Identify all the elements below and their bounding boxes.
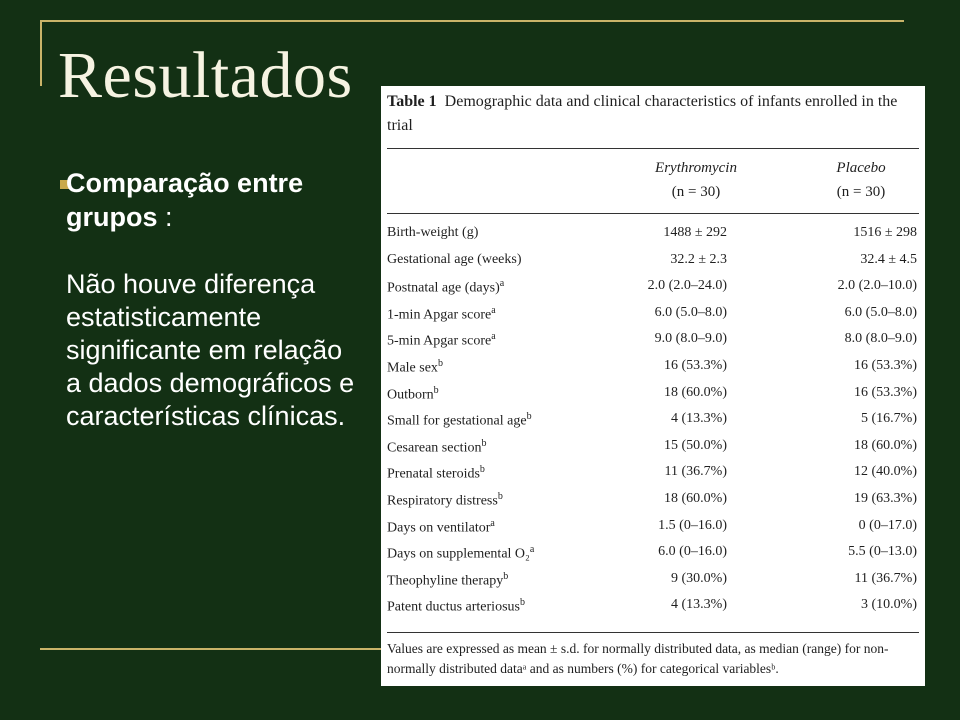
bottom-rule xyxy=(40,648,440,650)
row-label: Theophyline therapy$^b$ xyxy=(387,570,509,589)
cell-placebo: 8.0 (8.0–9.0) xyxy=(844,331,917,347)
table-image xyxy=(381,86,925,686)
table-row xyxy=(387,303,919,325)
col-header-erythromycin xyxy=(621,156,771,204)
heading-bold: Comparação entre grupos xyxy=(66,168,304,232)
cell-placebo: 5 (16.7%) xyxy=(861,411,917,427)
row-footnote-mark: a xyxy=(491,304,496,316)
row-footnote-mark: b xyxy=(497,491,503,502)
cell-erythromycin: 6.0 (0–16.0) xyxy=(658,544,727,560)
table-row xyxy=(387,569,919,591)
row-label: 1-min Apgar score$^a$ xyxy=(387,304,496,323)
cell-placebo: 3 (10.0%) xyxy=(861,597,917,613)
row-footnote-mark: a xyxy=(491,331,496,343)
cell-erythromycin: 1.5 (0–16.0) xyxy=(658,517,727,533)
row-footnote-mark: b xyxy=(437,358,443,369)
cell-erythromycin: 16 (53.3%) xyxy=(664,358,727,373)
heading-suffix: : xyxy=(157,202,173,232)
cell-placebo: 5.5 (0–13.0) xyxy=(848,544,917,560)
table-row xyxy=(387,383,919,405)
cell-erythromycin: 4 (13.3%) xyxy=(671,411,727,427)
cell-placebo: 19 (63.3%) xyxy=(854,491,917,506)
table-caption-text: Demographic data and clinical characteristics of infants enrolled in the trial xyxy=(387,93,898,134)
row-label: Postnatal age (days)$^a$ xyxy=(387,278,505,296)
row-label: Cesarean section$^b$ xyxy=(387,437,487,456)
table-row xyxy=(387,223,919,245)
table-rule-top xyxy=(387,148,919,149)
table-row xyxy=(387,516,919,538)
row-label: Prenatal steroids$^b$ xyxy=(387,464,485,483)
row-label: Birth-weight (g) xyxy=(387,225,479,240)
row-label: Small for gestational age$^b$ xyxy=(387,411,532,429)
cell-erythromycin: 11 (36.7%) xyxy=(664,464,727,480)
body-text: Não houve diferença estatisticamente significante em relação a dados demográficos e características clínicas. xyxy=(66,269,355,431)
cell-erythromycin: 9.0 (8.0–9.0) xyxy=(654,331,727,347)
cell-erythromycin: 6.0 (5.0–8.0) xyxy=(654,304,727,320)
slide-title: Resultados xyxy=(58,39,353,112)
table-label: Table 1 xyxy=(387,93,437,110)
cell-placebo: 16 (53.3%) xyxy=(854,384,917,400)
row-footnote-mark: b xyxy=(519,597,525,609)
left-rule xyxy=(40,20,42,86)
row-footnote-mark: a xyxy=(490,517,495,529)
row-footnote-mark: b xyxy=(503,570,509,582)
table-rule-bottom xyxy=(387,632,919,633)
table-row xyxy=(387,250,919,272)
col-name: Placebo xyxy=(836,160,886,176)
cell-erythromycin: 2.0 (2.0–24.0) xyxy=(647,278,727,294)
table-row xyxy=(387,462,919,484)
table-footnote: Values are expressed as mean ± s.d. for normally distributed data, as median (range) for non-normally distributed dataᵃ and as numbers (%) for categorical variablesᵇ. xyxy=(387,641,889,676)
cell-erythromycin: 32.2 ± 2.3 xyxy=(670,251,727,267)
row-label: 5-min Apgar score$^a$ xyxy=(387,331,496,350)
table-row xyxy=(387,276,919,298)
table-row xyxy=(387,329,919,351)
col-header-placebo xyxy=(801,156,921,204)
table-caption xyxy=(387,90,917,138)
cell-erythromycin: 18 (60.0%) xyxy=(664,384,727,400)
row-label: Male sex$^b$ xyxy=(387,358,443,376)
bullet-heading xyxy=(66,166,346,234)
cell-placebo: 12 (40.0%) xyxy=(854,464,917,480)
cell-placebo: 18 (60.0%) xyxy=(854,437,917,453)
table-row xyxy=(387,542,919,564)
cell-placebo: 32.4 ± 4.5 xyxy=(860,251,917,267)
cell-placebo: 0 (0–17.0) xyxy=(858,517,917,533)
table-row xyxy=(387,595,919,617)
cell-erythromycin: 4 (13.3%) xyxy=(671,597,727,613)
table-row xyxy=(387,489,919,511)
row-footnote-mark: b xyxy=(481,437,487,449)
row-label: Patent ductus arteriosus$^b$ xyxy=(387,597,525,616)
row-label: Days on ventilator$^a$ xyxy=(387,517,495,536)
table-rule-header xyxy=(387,213,919,214)
row-footnote-mark: b xyxy=(526,411,532,423)
cell-erythromycin: 18 (60.0%) xyxy=(664,491,727,506)
cell-placebo: 11 (36.7%) xyxy=(854,570,917,586)
row-footnote-mark: a xyxy=(499,278,505,290)
table-row xyxy=(387,356,919,378)
row-label: Days on supplemental O₂$^a$ xyxy=(387,544,535,562)
row-footnote-mark: a xyxy=(529,544,535,556)
row-label: Gestational age (weeks) xyxy=(387,251,522,267)
row-footnote-mark: b xyxy=(433,384,439,396)
cell-erythromycin: 9 (30.0%) xyxy=(671,570,727,586)
top-rule xyxy=(40,20,904,22)
row-label: Respiratory distress$^b$ xyxy=(387,491,503,509)
cell-placebo: 2.0 (2.0–10.0) xyxy=(837,278,917,294)
cell-erythromycin: 1488 ± 292 xyxy=(663,225,727,240)
col-name: Erythromycin xyxy=(655,160,737,176)
row-label: Outborn$^b$ xyxy=(387,384,439,403)
row-footnote-mark: b xyxy=(479,464,485,476)
cell-placebo: 6.0 (5.0–8.0) xyxy=(844,304,917,320)
table-row xyxy=(387,436,919,458)
cell-placebo: 1516 ± 298 xyxy=(853,225,917,240)
table-row xyxy=(387,409,919,431)
cell-erythromycin: 15 (50.0%) xyxy=(664,437,727,453)
col-n: (n = 30) xyxy=(836,184,886,200)
col-n: (n = 30) xyxy=(671,184,721,200)
cell-placebo: 16 (53.3%) xyxy=(854,358,917,373)
